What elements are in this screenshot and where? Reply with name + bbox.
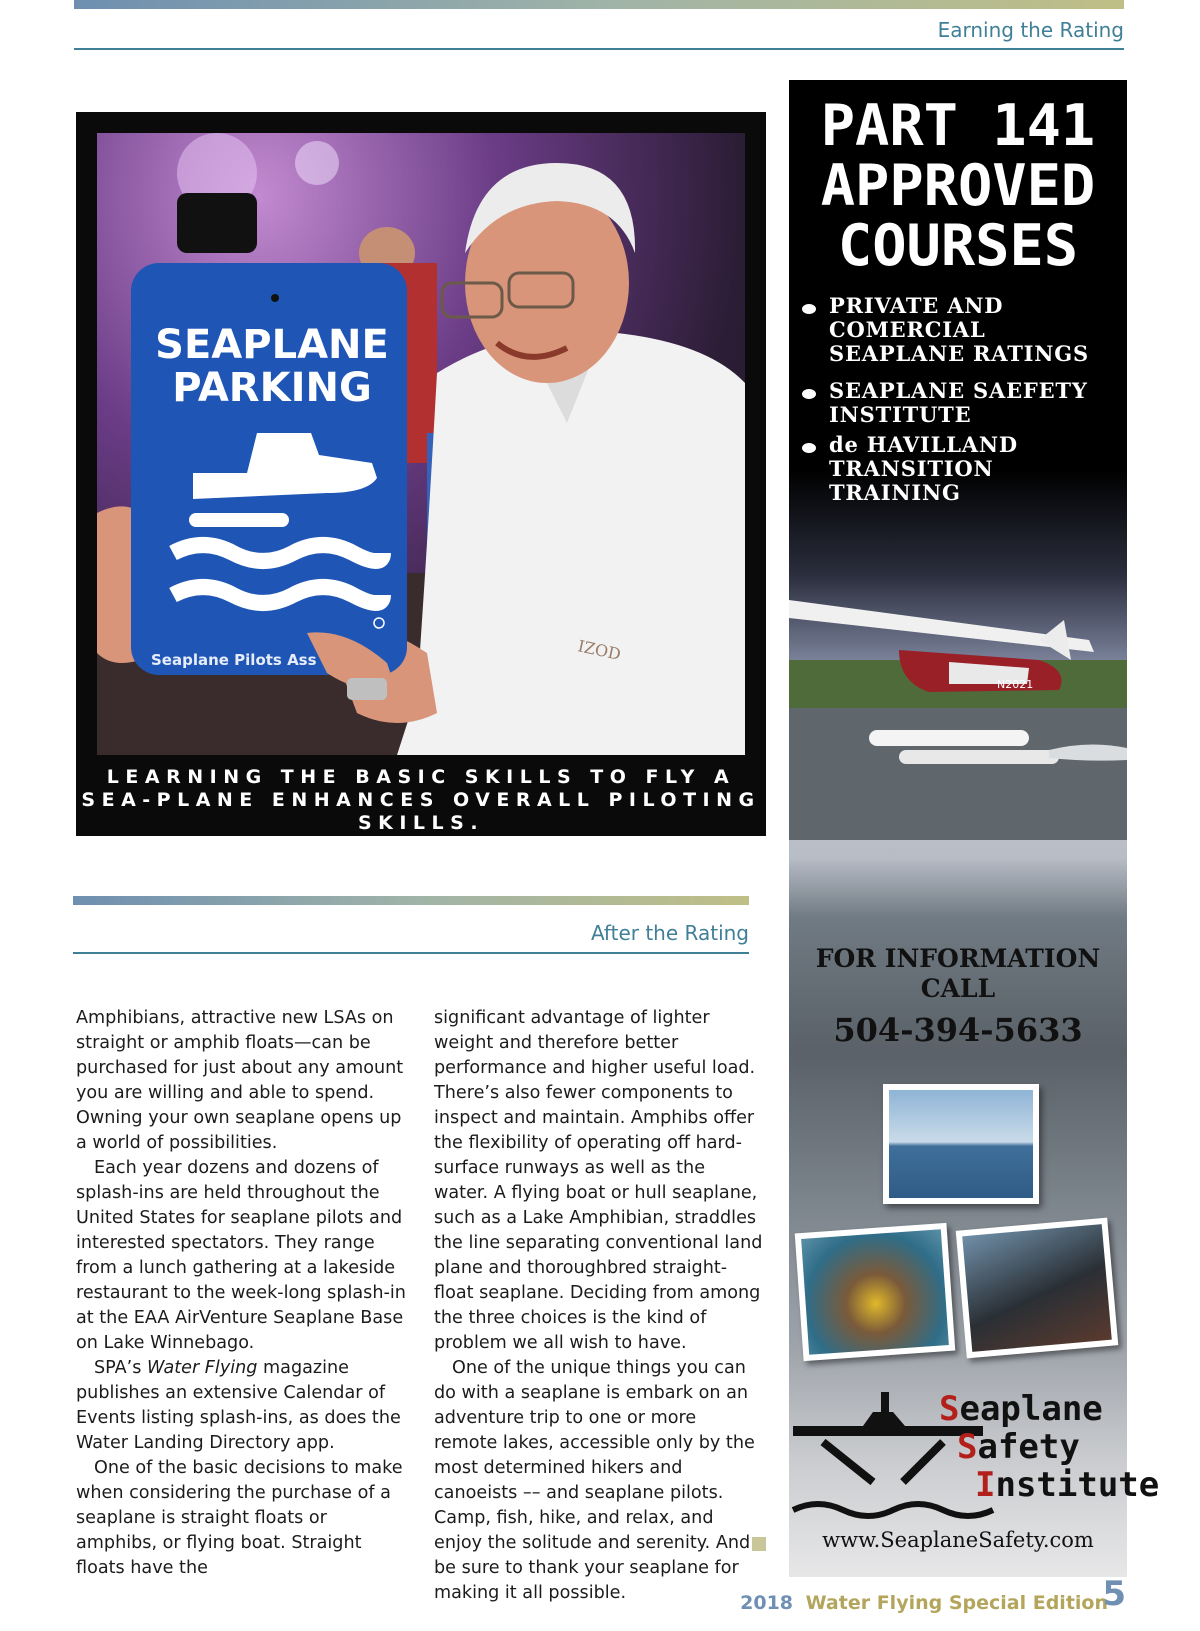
snapshot-image [889, 1090, 1033, 1198]
sign-hole [271, 294, 279, 302]
footer-publication: Water Flying Special Edition [805, 1592, 1108, 1614]
snapshot-image [962, 1224, 1112, 1352]
feature-photo [97, 133, 745, 755]
footer-year: 2018 [740, 1592, 794, 1614]
advertisement [789, 80, 1160, 1577]
header-gradient-bar [74, 0, 1124, 9]
footer [740, 1592, 1108, 1614]
ad-title-line: APPROVED [820, 153, 1096, 219]
logo-capital: S [939, 1389, 960, 1429]
logo-rest: afety [977, 1427, 1080, 1467]
header-rule [74, 48, 1124, 50]
bullet-icon [802, 443, 816, 453]
pictogram-float [189, 513, 289, 527]
plane-float [899, 750, 1059, 764]
snapshot-image [801, 1229, 949, 1354]
seaplane-photo [789, 600, 1127, 840]
article-column-1 [76, 1006, 406, 1581]
paragraph: Amphibians, attractive new LSAs on straight or amphib floats—can be purchased for just about any amount you are willing and able to spend. Owning your own seaplane opens up a world of possibilities. [76, 1008, 404, 1153]
stage-light [295, 141, 339, 185]
article-column-2 [434, 1006, 764, 1606]
wristwatch [347, 678, 387, 700]
text-run: magazine publishes an extensive Calendar of Events listing splash-ins, as does the Water Landing Directory app. [76, 1358, 401, 1453]
paragraph: One of the basic decisions to make when considering the purchase of a seaplane is straight floats or amphibs, or flying boat. Straight floats have the [76, 1458, 403, 1578]
ad-phone: 504-394-5633 [833, 1011, 1083, 1049]
ad-bullet: PRIVATE AND COMERCIAL SEAPLANE RATINGS [829, 293, 1089, 366]
ad-title-line: COURSES [837, 213, 1079, 279]
sign-footer-text: Seaplane Pilots Ass [151, 651, 317, 669]
ad-bullet: de HAVILLAND TRANSITION TRAINING [829, 432, 1018, 505]
speaker [177, 193, 257, 253]
bullet-icon [802, 389, 816, 399]
plane-tail-number: N2021 [997, 678, 1034, 691]
plane-tail [1039, 620, 1071, 660]
logo-rest: eaplane [959, 1389, 1103, 1429]
training-snapshot [956, 1218, 1119, 1359]
paragraph: Each year dozens and dozens of splash-ins are held throughout the United States for seaplane pilots and interested spectators. They range from a lunch gathering at a lakeside restaurant to the week-long splash-in at the EAA AirVenture Seaplane Base on Lake Winnebago. [76, 1158, 406, 1353]
plane-float [869, 730, 1029, 746]
logo-word [975, 1466, 1159, 1504]
ad-title-line: PART 141 [820, 93, 1096, 159]
magazine-title: Water Flying [147, 1358, 258, 1378]
logo-capital: I [975, 1465, 996, 1505]
ad-bullet: SEAPLANE SAEFETY INSTITUTE [829, 378, 1088, 427]
sign-line-2: PARKING [172, 365, 372, 411]
header-section-title: Earning the Rating [937, 18, 1124, 42]
training-snapshot [883, 1084, 1039, 1204]
sign-line-1: SEAPLANE [155, 322, 389, 368]
shirt-brand-text: IZOD [576, 636, 623, 664]
training-snapshot [795, 1223, 956, 1361]
ad-website[interactable]: www.SeaplaneSafety.com [822, 1528, 1094, 1552]
photo-illustration [97, 133, 745, 755]
paragraph [76, 1356, 406, 1456]
page-number: 5 [1102, 1574, 1126, 1614]
section-title: After the Rating [590, 921, 749, 945]
logo-word [957, 1428, 1080, 1466]
photo-caption: LEARNING THE BASIC SKILLS TO FLY A SEA-PLANE ENHANCES OVERALL PILOTING SKILLS. [81, 766, 761, 834]
end-mark [752, 1537, 766, 1551]
section-gradient-bar [73, 896, 749, 905]
logo-capital: S [957, 1427, 978, 1467]
feature-photo-frame [76, 112, 766, 836]
bullet-icon [802, 304, 816, 314]
paragraph: significant advantage of lighter weight and therefore better performance and higher useful load. There’s also fewer components to inspect and maintain. Amphibs offer the flexibility of operating off hard-surface runways as well as the water. A flying boat or hull seaplane, such as a Lake Amphibian, straddles the line separating conventional land plane and thoroughbred straight-float seaplane. Deciding from among the three choices is the kind of problem we all wish to have. [434, 1008, 763, 1353]
paragraph: One of the unique things you can do with a seaplane is embark on an adventure trip to one or more remote lakes, accessible only by the most determined hikers and canoeists –– and seaplane pilots. Camp, fish, hike, and relax, and enjoy the solitude and serenity. And be sure to thank your seaplane for making it all possible. [434, 1358, 755, 1603]
text-run: SPA’s [94, 1358, 142, 1378]
ad-info-line: FOR INFORMATION [815, 944, 1101, 973]
logo-rest: nstitute [995, 1465, 1160, 1505]
section-rule [73, 952, 749, 954]
logo-word [939, 1390, 1103, 1428]
water [789, 708, 1127, 840]
ad-info-line: CALL [920, 974, 996, 1003]
